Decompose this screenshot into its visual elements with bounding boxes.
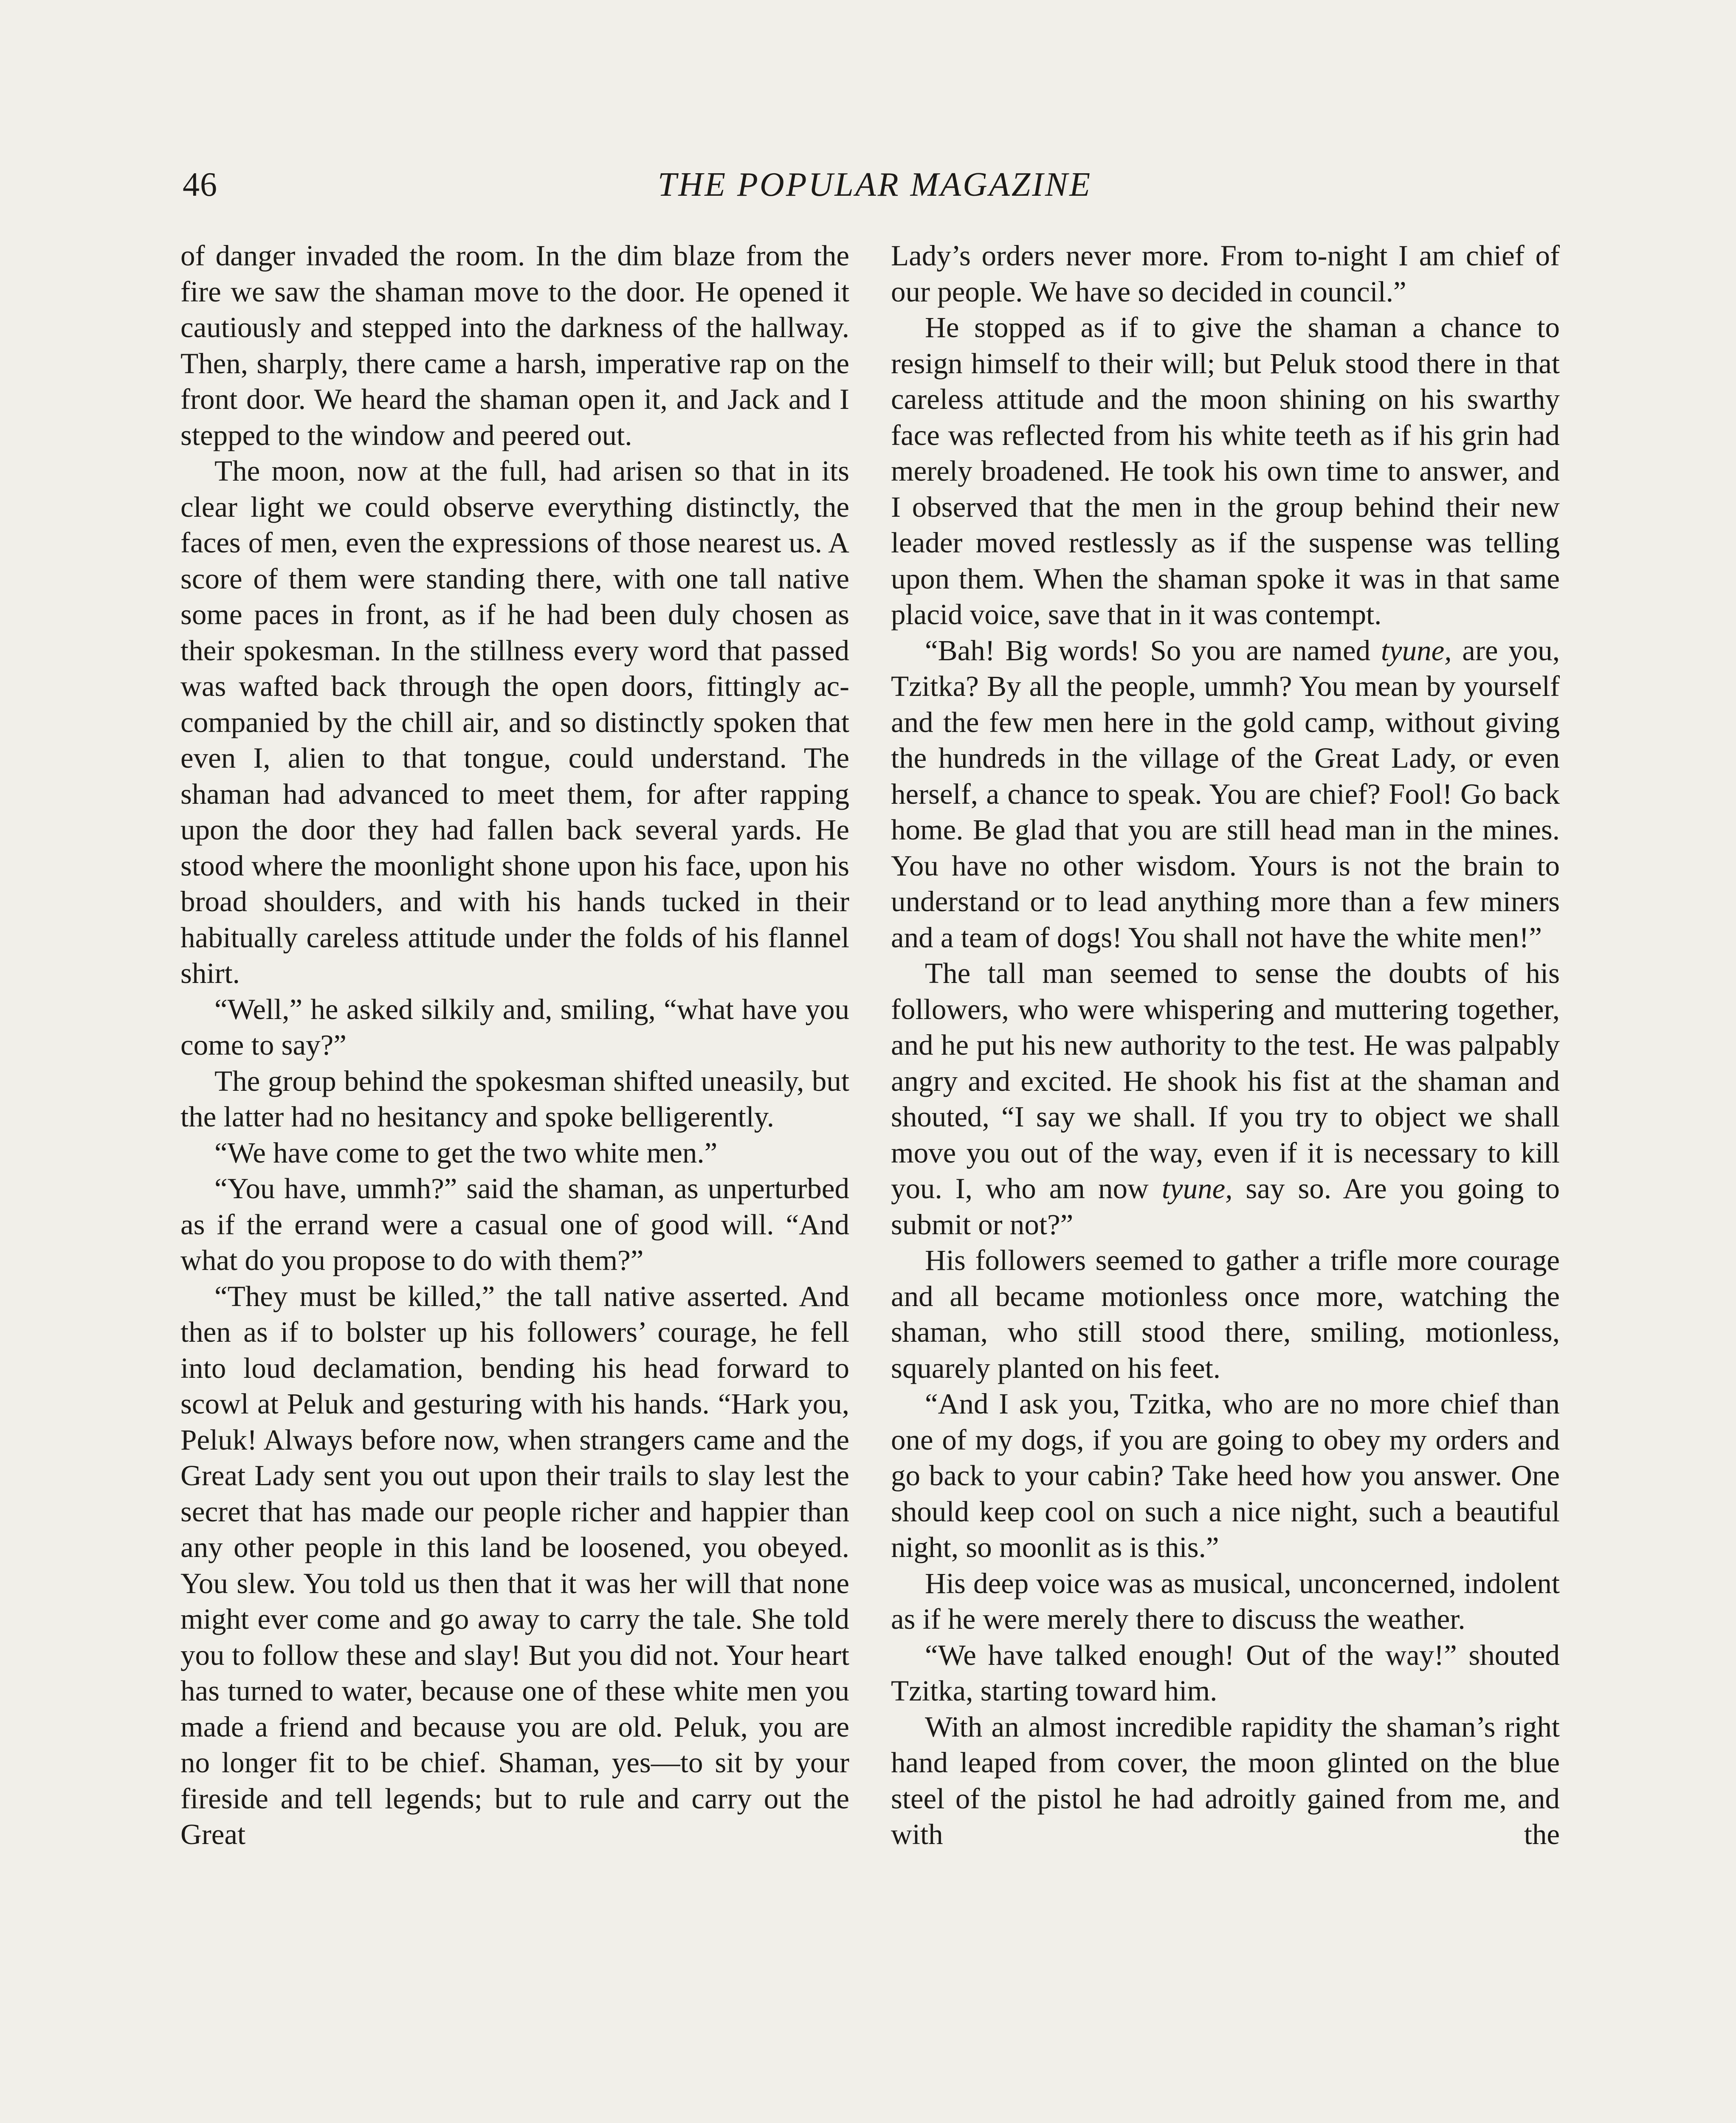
paragraph: His deep voice was as musical, unconcerned, indolent as if he were merely there to discuss the weather. [891,1567,1560,1635]
paragraph: He stopped as if to give the shaman a chance to resign himself to their will; but Peluk stood there in that careless attitude and the moon shining on his swarthy face was reflected from his white teeth as if his grin had merely broadened. He took his own time to answer, and I observed that the men in the group behind their new leader moved restlessly as if the suspense was telling upon them. When the shaman spoke it was in that same placid voice, save that in it was contempt. [891,311,1560,631]
paragraph: “And I ask you, Tzitka, who are no more chief than one of my dogs, if you are going to obey my orders and go back to your cabin? Take heed how you answer. One should keep cool on such a nice night, such a beautiful night, so moonlit as is this.” [891,1388,1560,1563]
paragraph: “You have, ummh?” said the shaman, as unperturbed as if the errand were a casual one of good will. “And what do you propose to do with them?” [180,1172,849,1276]
paragraph: “Bah! Big words! So you are named tyune, are you, Tzitka? By all the people, ummh? You mean by yourself and the few men here in the gold camp, without giving the hundreds in the village of the Great Lady, or even herself, a chance to speak. You are chief? Fool! Go back home. Be glad that you are still head man in the mines. You have no other wisdom. Yours is not the brain to understand or to lead anything more than a few miners and a team of dogs! You shall not have the white men!” [891,634,1560,954]
paragraph: “We have talked enough! Out of the way!” shouted Tzitka, starting toward him. [891,1639,1560,1707]
paragraph: The tall man seemed to sense the doubts of his followers, who were whispering and muttering together, and he put his new authority to the test. He was palpably angry and excited. He shook his fist at the shaman and shouted, “I say we shall. If you try to object we shall move you out of the way, even if it is necessary to kill you. I, who am now tyune, say so. Are you going to submit or not?” [891,957,1560,1241]
paragraph: “They must be killed,” the tall native asserted. And then as if to bolster up his followers’ courage, he fell into loud declamation, bending his head forward to scowl at Peluk and gesturing with his hands. “Hark you, Peluk! Always before now, when strangers came and the Great Lady sent you out upon their trails to slay lest the secret that has made our people richer and happier than any other people in this land be loosened, you obeyed. You slew. You told us then that it was her will that none might ever come and go away to carry the tale. She told you to follow these and slay! But you did not. Your heart has turned to water, because one of these white men you made a friend and because you are old. Peluk, you are no longer fit to be chief. Shaman, yes—to sit by your fireside and tell legends; but to rule and carry out the Great [180,1280,849,1850]
paragraph: The group behind the spokesman shifted uneasily, but the latter had no hesitancy and spoke belligerently. [180,1064,849,1133]
paragraph: His followers seemed to gather a trifle more courage and all became motionless once more, watching the shaman, who still stood there, smiling, motionless, squarely planted on his feet. [891,1244,1560,1384]
paragraph: of danger invaded the room. In the dim blaze from the fire we saw the shaman move to the door. He opened it cautiously and stepped into the darkness of the hallway. Then, sharply, there came a harsh, imperative rap on the front door. We heard the shaman open it, and Jack and I stepped to the window and peered out. [180,239,849,451]
left-column [180,238,849,1853]
paragraph: Lady’s orders never more. From to-night I am chief of our people. We have so decided in council.” [891,239,1560,308]
page-header [183,163,1567,210]
paragraph: The moon, now at the full, had arisen so that in its clear light we could observe everything distinctly, the faces of men, even the expressions of those nearest us. A score of them were standing there, with one tall native some paces in front, as if he had been duly chosen as their spokesman. In the stillness every word that passed was wafted back through the open doors, fittingly accompanied by the chill air, and so distinctly spoken that even I, alien to that tongue, could understand. The shaman had advanced to meet them, for after rapping upon the door they had fallen back several yards. He stood where the moonlight shone upon his face, upon his broad shoulders, and with his hands tucked in their habitually careless attitude under the folds of his flannel shirt. [180,455,849,989]
paragraph: “Well,” he asked silkily and, smiling, “what have you come to say?” [180,993,849,1061]
running-title: THE POPULAR MAGAZINE [657,166,1092,203]
right-column [891,238,1560,1853]
paragraph: “We have come to get the two white men.” [214,1136,718,1169]
page-number: 46 [183,166,217,203]
paragraph: With an almost incredible rapidity the shaman’s right hand leaped from cover, the moon glinted on the blue steel of the pistol he had adroitly gained from me, and with the [891,1710,1560,1850]
